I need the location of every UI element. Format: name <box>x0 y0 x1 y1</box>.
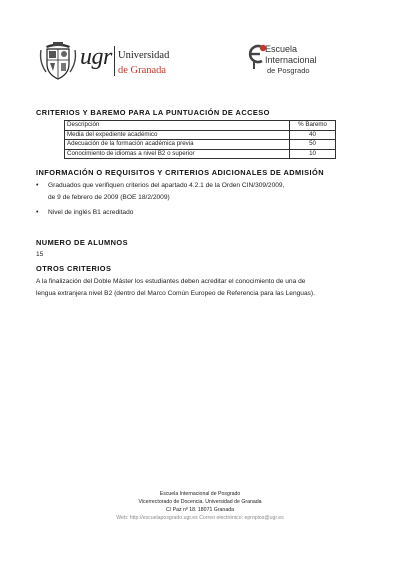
table-cell: Conocimiento de idiomas a nivel B2 o superior <box>65 149 290 159</box>
table-header-cell: % Baremo <box>290 121 336 131</box>
footer-line: C/ Paz nº 18. 18071 Granada <box>166 507 234 514</box>
ugr-logo-line1: Universidad <box>118 50 170 61</box>
table-row <box>65 140 336 150</box>
otros-heading: OTROS CRITERIOS <box>36 264 112 273</box>
table-cell: 50 <box>290 140 336 150</box>
table-header-cell: Descripción <box>65 121 290 131</box>
list-item-text: de 9 de febrero de 2009 (BOE 18/2/2009) <box>48 194 170 202</box>
info-bullet-list <box>36 180 366 220</box>
criterios-heading: CRITERIOS Y BAREMO PARA LA PUNTUACIÓN DE ACCESO <box>36 108 270 117</box>
ugr-logo-divider <box>114 46 115 76</box>
table-cell: Adecuación de la formación académica previa <box>65 140 290 150</box>
table-header-row <box>65 121 336 131</box>
table-cell: 10 <box>290 149 336 159</box>
list-item <box>36 180 366 204</box>
bullet-icon: • <box>36 209 39 217</box>
eip-logo <box>246 40 356 84</box>
otros-paragraph <box>36 276 371 300</box>
ugr-coat-of-arms-icon <box>38 40 78 82</box>
otros-line: lengua extranjera nivel B2 (dentro del Marco Común Europeo de Referencia para las Lenguas). <box>36 290 315 298</box>
eip-logo-line1: Escuela <box>265 44 298 54</box>
footer-line: Vicerrectorado de Docencia. Universidad de Granada <box>138 499 262 506</box>
eip-logo-line3: de Posgrado <box>267 66 310 75</box>
ugr-logo-abbr: ugr <box>80 44 112 70</box>
footer-line: Escuela Internacional de Posgrado <box>159 491 241 497</box>
eip-logo-line2: Internacional <box>265 55 317 65</box>
ugr-logo-line2: de Granada <box>118 65 167 76</box>
list-item-text: Graduados que verifiquen criterios del apartado 4.2.1 de la Orden CIN/309/2009, <box>48 182 285 189</box>
alumnos-heading: NUMERO DE ALUMNOS <box>36 238 128 247</box>
list-item-text: Nivel de inglés B1 acreditado <box>48 209 134 217</box>
table-row <box>65 130 336 140</box>
otros-line: A la finalización del Doble Máster los estudiantes deben acreditar el conocimiento de una de <box>36 278 306 285</box>
list-item <box>36 207 366 219</box>
table-row <box>65 149 336 159</box>
info-heading: INFORMACIÓN O REQUISITOS Y CRITERIOS ADICIONALES DE ADMISIÓN <box>36 168 325 177</box>
alumnos-value: 15 <box>36 251 44 258</box>
table-cell: 40 <box>290 130 336 140</box>
bullet-icon: • <box>36 182 39 189</box>
ugr-logo <box>38 38 198 84</box>
footer-contact-line: Web: http://escuelaposgrado.ugr.es Correo electrónico: epropios@ugr.es <box>116 515 284 522</box>
table-cell: Media del expediente académico <box>65 130 290 140</box>
baremo-table <box>64 120 336 159</box>
footer <box>0 490 400 522</box>
